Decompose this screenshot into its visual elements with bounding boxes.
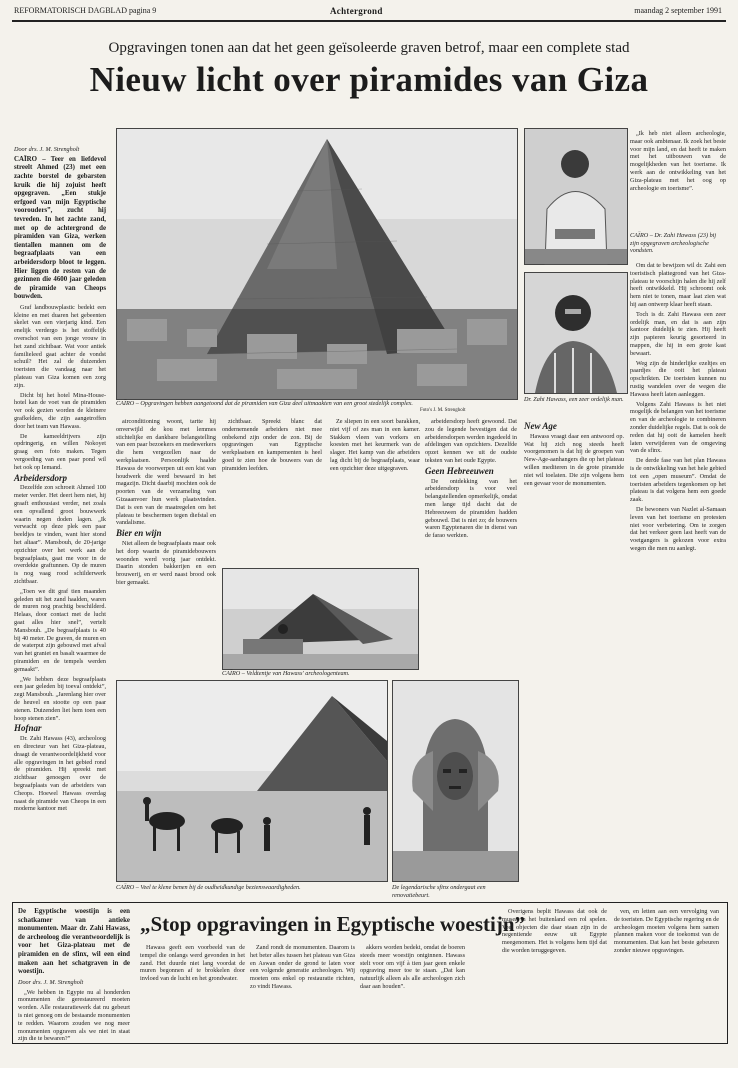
issue-date: maandag 2 september 1991	[634, 6, 722, 15]
body-paragraph: Weg zijn de hinderlijke ezeltjes en paardjes die ooit het plateau opschrikten. De toeristen kunnen nu rustig wandelen over de wegen die Hawass heeft laten aanleggen.	[630, 359, 726, 398]
box-column-6	[614, 908, 719, 1038]
body-paragraph: De bewoners van Nazlet al-Samaan leven van het toerisme en protesten niet voor verbetering. Om te zorgen dat het verkeer geen last heeft van de voetgangers is gekozen voor extra wegen die men nu aanlegt.	[630, 505, 726, 552]
sphinx-photo-image	[393, 681, 518, 881]
hawass-photo-2-image	[525, 273, 627, 393]
body-paragraph: akkers worden bedekt, omdat de boeren steeds meer woestijn ontginnen. Hawass stelt voor om vijf à tien jaar geen enkele opgraving meer toe te staan. „Dat kan natuurlijk alleen als alle archeologen zich daar aan houden”.	[360, 944, 465, 990]
kicker: Opgravingen tonen aan dat het geen geïsoleerde graven betrof, maar een complete stad	[108, 40, 630, 56]
box-column-5	[502, 908, 607, 1038]
tent-photo-image	[223, 569, 418, 669]
subheading: Geen Hebreeuwen	[425, 465, 494, 476]
box-lead: De Egyptische woestijn is een schatkamer van antieke monumenten. Maar dr. Zahi Hawass, de archeoloog die verantwoordelijk is voor het Giza-plateau met de piramiden en de sfinx, wil een eind maken aan het schatgraven in de woestijn.	[18, 908, 130, 976]
photo-caption-main: CAÏRO – Opgravingen hebben aangetoond dat de piramiden van Giza deel uitmaakten van een groot stedelijk complex.	[116, 400, 413, 407]
article-column-4	[330, 418, 420, 568]
body-paragraph: Zand rondt de monumenten. Daarom is het beter alles tussen het plateau van Giza en Aswan onder de grond te laten voor een volgende generatie archeologen. Wij moeten ons enkel op restauratie richten, zo vindt Hawass.	[250, 944, 355, 990]
body-paragraph: „Toen we dit graf tien maanden geleden uit het zand haalden, waren de muren nog prachtig beschilderd. Helaas, door contact met de lucht gaat alles hier snel”, vertelt Mansbouh. „De begraafplaats is 40 bij 40 meter. De graven, de muren en de waterput zijn gebouwd met afval van het graniet en basalt waarmee de piramiden en de tempels werden gemaakt”.	[14, 587, 106, 673]
section-title: Achtergrond	[330, 6, 383, 16]
body-paragraph: Toch is dr. Zahi Hawass een zeer ordelijk man, en dat is aan zijn kantoor duidelijk te zien. Hij heeft zijn papieren keurig gesorteerd in mappen, die hij in een grote kast bewaart.	[630, 310, 726, 357]
body-paragraph: „We hebben deze begraafplaats een jaar geleden bij toeval ontdekt”, zegt Mansbouh. „Jarenlang hier over de heuvel en stootte op een paar stenen. Duizenden liet hem toen een hoop stenen zien”.	[14, 675, 106, 722]
tent-photo	[222, 568, 419, 670]
subheading: New Age	[524, 421, 557, 431]
body-paragraph: „Ik heb niet alleen archeologie, maar ook ambtenaar. Ik zoek het beste voor mijn land, en dat heeft te maken met het uitbouwen van de mogelijkheden van het toerisme. Ik werk aan de ontwikkeling van het Giza-plateau met het oog op archeologie en toerisme”.	[630, 130, 726, 192]
body-paragraph: Volgens Zahi Hawass is het niet mogelijk de belangen van het toerisme en van de archeologie te combineren zonder duidelijke regels. Dat is ook de reden dat hij ooit de kamelen heeft laten verwijderen van de omgeving van de sfinx.	[630, 400, 726, 455]
article-column-5	[425, 418, 517, 718]
box-byline: Door drs. J. M. Strengholt	[18, 978, 84, 986]
photo-caption-tent: CAÏRO – Veldtentje van Hawass' archeologenteam.	[222, 670, 350, 677]
body-paragraph: „We hebben in Egypte nu al honderden monumenten die gerestaureerd moeten worden. Alle restauratiewerk dat nu gebeurt is niet genoeg om de bestaande monumenten te redden. Waarom zouden we nog meer monumenten opgraven als we niet in staat zijn die te bewaren?”	[18, 988, 130, 1043]
camel-photo	[116, 680, 388, 882]
body-paragraph: De kameeldrijvers zijn opdringerig, en willen Nokoyet graag een foto maken. Tegen vergoeding van een paar pond wil het ook op Iemand.	[14, 432, 106, 471]
photo-caption-sphinx: De legendarische sfinx ondergaat een renovatiebeurt.	[392, 884, 486, 899]
body-paragraph: De derde fase van het plan Hawass is de ontwikkeling van het hele gebied tot een „open museum”. Omdat de toeristen arbeiders tegenkomen op het plateau is dat volgens hem een goede zaak.	[630, 457, 726, 504]
byline: Door drs. J. M. Strengholt	[14, 146, 80, 153]
body-paragraph: Dr. Zahi Hawass (43), archeoloog en directeur van het Giza-plateau, draagt de verantwoordelijkheid voor alle opgravingen in het gebied rond de piramiden. Hij spreekt met zichtbaar genoegen over de begraafplaats van de arbeiders van Cheops. Hoewel Hawass overdag naast de piramide van Cheops in een moderne kantoor met	[14, 735, 106, 813]
article-column-3	[222, 418, 322, 568]
subheading: Arbeidersdorp	[14, 472, 68, 483]
body-paragraph: Hawass vraagt daar een antwoord op. Wat hij zich nog steeds heeft voorgenomen is dat hij de groepen van New-Age-aanhangers die op het plateau willen mediteren in de grote piramide niet wil toelaten. Die zijn volgens hem een gevaar voor de monumenten.	[524, 432, 624, 487]
photo-caption-hawass-2: Dr. Zahi Hawass, een zeer ordelijk man.	[524, 396, 624, 403]
sphinx-photo	[392, 680, 519, 882]
body-paragraph: Overigens beplit Hawass dat ook de musea in het buitenland een rol spelen. Veel objecten die daar staan zijn in de negentiende eeuw uit Egypte meegenomen. Het is volgens hem tijd dat die worden teruggegeven.	[502, 908, 607, 954]
subheading: Hofnar	[14, 723, 42, 734]
article-column-7	[524, 420, 624, 880]
hawass-photo-1	[524, 128, 628, 265]
body-paragraph: Dezelfde zon schroeit Ahmed 100 meter verder. Het deert hem niet, hij graaft enthousiast verder, net zoals een opvallend groot bouwwerk waarin negen doden lagen. „Ik verwacht op deze plek een paar beeldjes te vinden, want hier stond het altaar”. Mansbouh, de 20-jarige opzichter over het werk aan de begraafplaats, gaat me voor in de overdekte graftunnen. Op de muren is nog vaag rood schilderwerk zichtbaar.	[14, 484, 106, 585]
article-column-6b	[630, 262, 726, 882]
body-paragraph: De ontdekking van het arbeidersdorp is voor veel belangstellenden opmerkelijk, omdat men lange tijd dacht dat de Hebreeuwen de piramiden hadden gebouwd. Dat is niet zo; de bouwers waren Egyptenaren die in dienst van de farao werkten.	[425, 477, 517, 540]
photo-caption-hawass: CAÏRO – Dr. Zahi Hawass (23) bij zijn opgegraven archeologische vondsten.	[630, 232, 717, 255]
body-paragraph: Dicht bij het hotel Mina-House-hotel kan de voet van de piramiden ver ook gezien worden de kleinere grafkelders, die zijn aangetroffen door het team van Hawass.	[14, 391, 106, 430]
article-column-1	[14, 146, 106, 891]
article-column-6a	[630, 130, 726, 228]
article-column-2	[116, 418, 216, 718]
lead-paragraph: CAÏRO – Teer en liefdevol streelt Ahmed (23) met een zachte borstel de gebarsten kruik die hij zojuist heeft opgegraven. „Een stukje erfgoed van mijn Egyptische voorouders”, zucht hij tevreden. In het zachte zand, met op de achtergrond de piramiden van Giza, werken tientallen mannen om de begraafplaats van een arbeidersdorp bloot te leggen. Hier liggen de resten van de gezinnen die 4600 jaar geleden de piramide van Cheops bouwden.	[14, 155, 106, 301]
box-column-1	[18, 908, 130, 1043]
box-column-2	[140, 944, 245, 1038]
hawass-photo-2	[524, 272, 628, 394]
header-rule	[12, 20, 726, 22]
camel-photo-image	[117, 681, 387, 881]
photo-credit: Foto's J. M. Strengholt	[420, 408, 466, 413]
box-column-4	[360, 944, 465, 1038]
photo-caption-camels: CAÏRO – Veel te klene benen bij de oudheidkundige bezienswaardigheden.	[116, 884, 301, 891]
pyramid-photo-image	[117, 129, 517, 399]
headline: Nieuw licht over piramides van Giza	[89, 60, 649, 99]
body-paragraph: Niet alleen de begraafplaats maar ook het dorp waarin de piramidebouwers woonden werd vorig jaar ontdekt. Daarin stonden bakkerijen en een brouwerij, en er werd naast brood ook bier gemaakt.	[116, 539, 216, 586]
body-paragraph: airconditioning woont, tartte hij onverwijld de kou met lemmes stichtelijke en dankbare belangstelling van een paar bezoekers en medewerkers die hem vergezellen naar de werkplaatsen. Persoonlijk haalde Hawass de voorwerpen uit een kist van houdwerk die werd bewaard in het magazijn. Dicht daarbij mochten ook de poorten van de verzameling van Gizaaanvoer hun werk plaatsvinden. Dat is een van de maatregelen om het plateau te beschermen tegen diefstal en vandalisme.	[116, 418, 216, 527]
body-paragraph: Ze sliepen in een soort barakken, niet vijf of zes man in een kamer. Stakken vleen van vorkers en koesten met het keurmerk van de slager. Het kamp van die arbeiders lag dicht bij de begraafplaats, waar een opzichter deze uitgegraven.	[330, 418, 420, 472]
pyramid-photo	[116, 128, 518, 400]
paper-name: REFORMATORISCH DAGBLAD pagina 9	[14, 6, 157, 15]
subheading: Bier en wijn	[116, 528, 162, 539]
hawass-photo-1-image	[525, 129, 627, 264]
body-paragraph: ven, en letten aan een vervolging van de toeristen. De Egyptische regering en de archeologen moeten volgens hem samen plannen maken voor de toekomst van de monumenten. Dat kan het beste gebeuren zonder nieuwe opgravingen.	[614, 908, 719, 954]
body-paragraph: zichtbaar. Spreekt blanc dat ondernemende arbeiders niet mee onbekend zijn onder de zon. Bij de opgravingen van Egyptische werkplaatsen en kampementen is heel goed te zien hoe de bouwers van de piramiden leefden.	[222, 418, 322, 472]
body-paragraph: Graf landbouwplastic bedekt een kleine en met duaren het gebeenten skelet van een vierjarig kind. Een enelijk verdergo is het stoffelijk overschot van een jonge vrouw in het zand zichtbaar. Wat voor antiek familieleed gaat achter de vondst schuil? Het zal de duizenden toeristen die vandaag naar het plateau van Giza komen een zorg zijn.	[14, 303, 106, 389]
box-column-3	[250, 944, 355, 1038]
body-paragraph: arbeidersdorp heeft gewoond. Dat zou de legende bevestigen dat de arbeidersdorpen werden ingedeeld in afdelingen van opzichters. Dezelfde opzet kennen we uit de oudste teksten van het oude Egypte.	[425, 418, 517, 464]
box-headline: „Stop opgravingen in Egyptische woestijn”	[140, 912, 526, 936]
body-paragraph: Hawass geeft een voorbeeld van de tempel die onlangs werd gevonden in het zand. Het duurde niet lang voordat de muren begonnen af te brokkelen door invloed van de lucht en het grondwater.	[140, 944, 245, 983]
body-paragraph: Om dat te bewijzen wil dr. Zahi een toeristisch plattegrond van het Giza-plateau te voorschijn halen die hij zelf heeft ontwikkeld. Hij schroomt ook hem niet te tonen, maar laat zien wat hij aan ontwerp klaar heeft staan.	[630, 262, 726, 308]
